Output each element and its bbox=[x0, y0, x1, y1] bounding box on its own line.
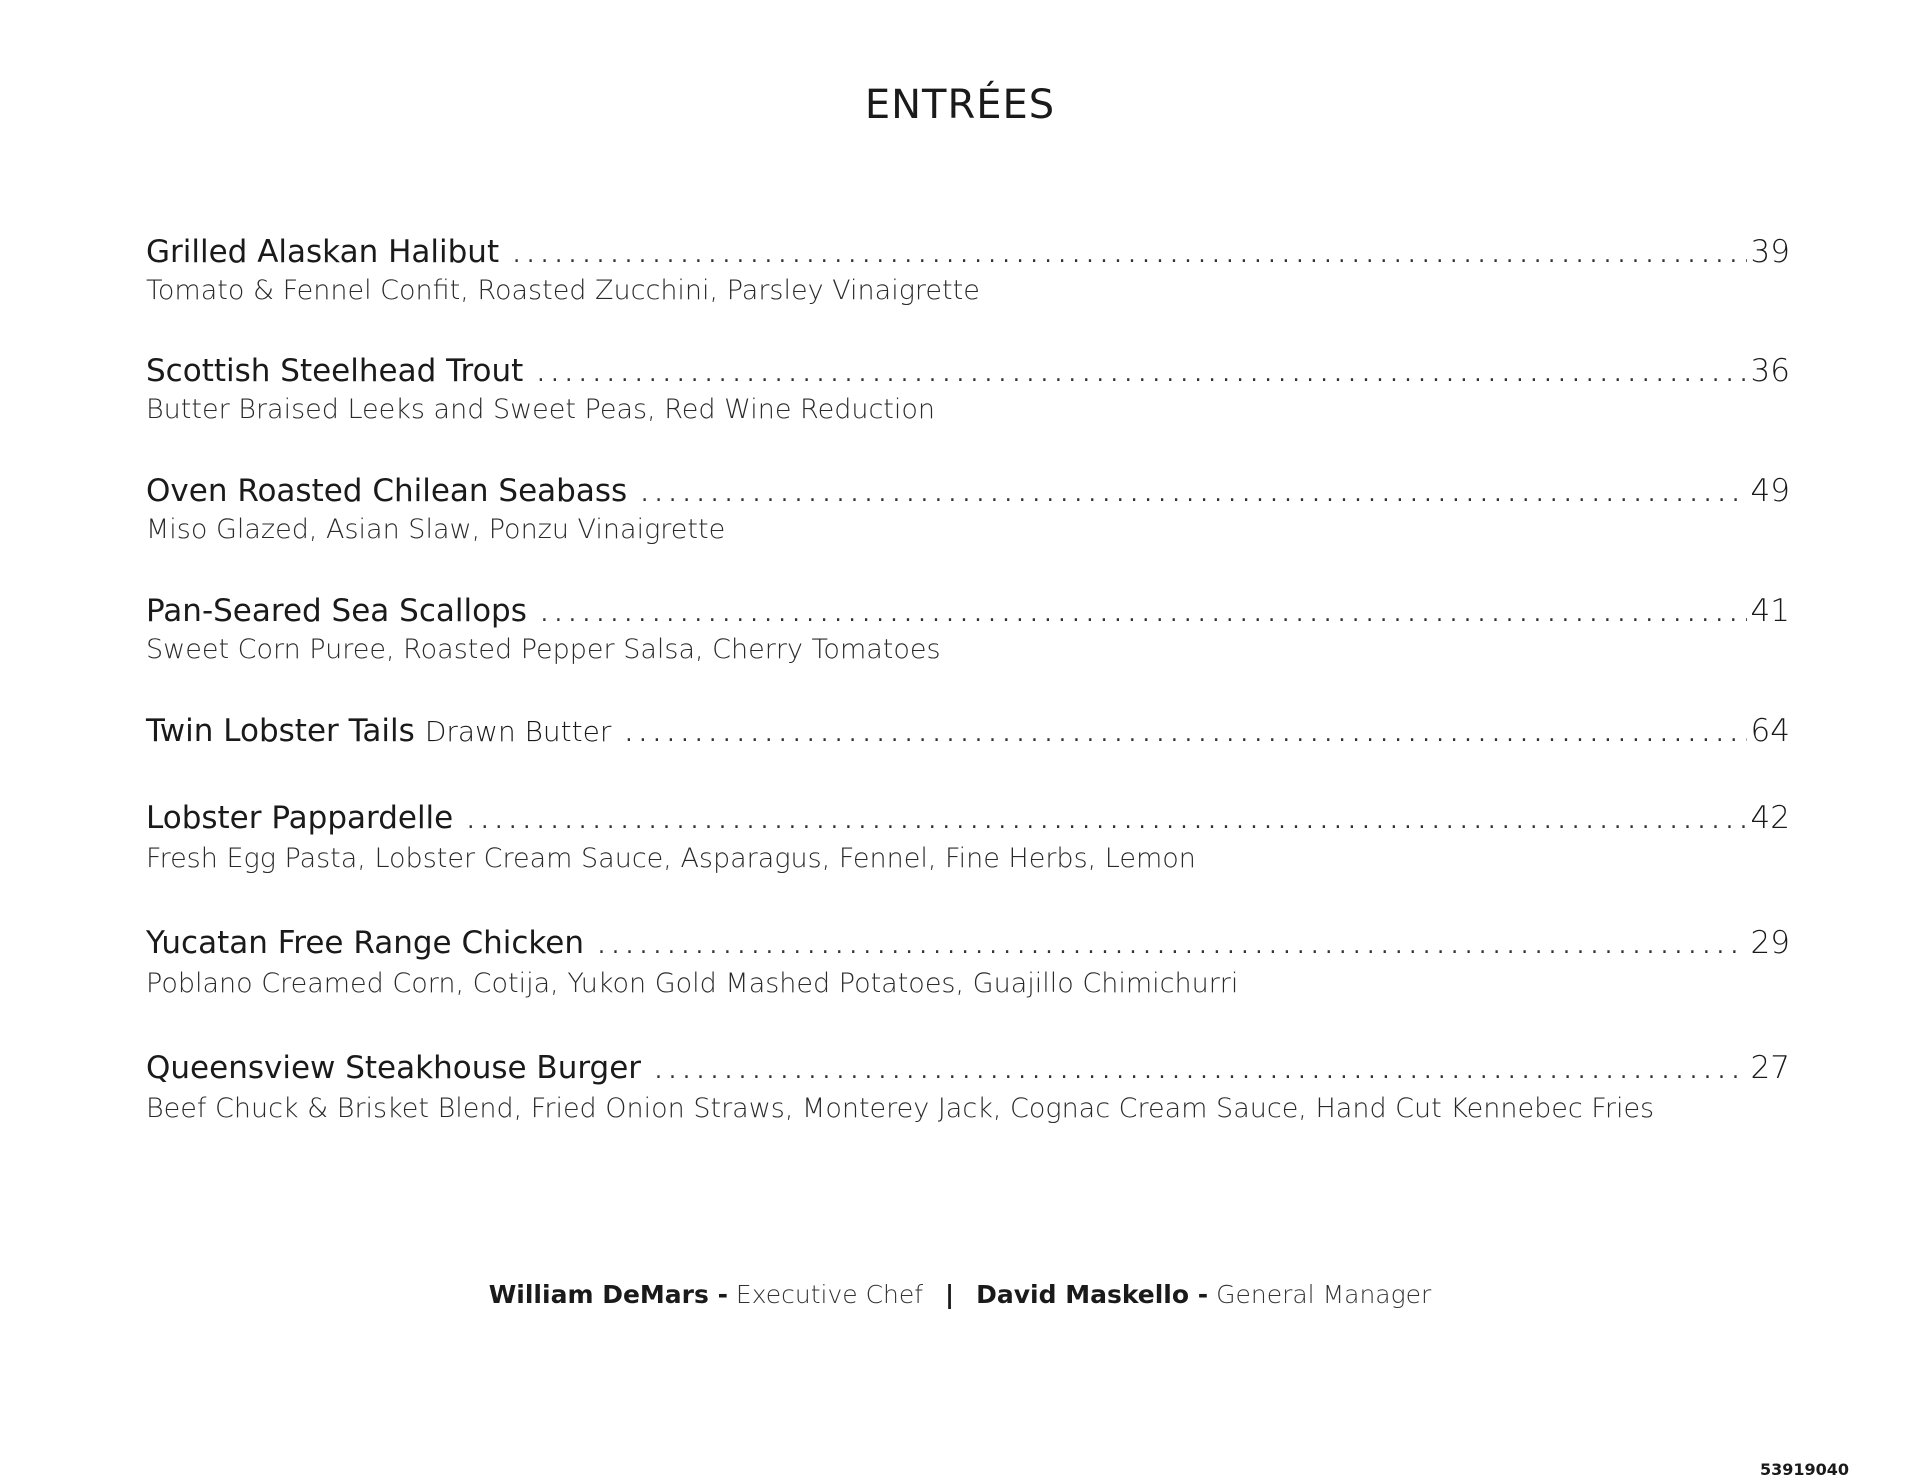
menu-item bbox=[146, 713, 1790, 753]
menu-item bbox=[146, 473, 1790, 547]
menu-item bbox=[146, 593, 1790, 667]
menu-item bbox=[146, 1050, 1790, 1126]
manager-title: General Manager bbox=[1216, 1280, 1432, 1309]
menu-item-description: Butter Braised Leeks and Sweet Peas, Red Wine Reduction bbox=[146, 394, 936, 425]
menu-item-line bbox=[146, 353, 1790, 393]
document-code: 53919040 bbox=[1760, 1460, 1850, 1479]
dot-leader bbox=[537, 357, 1746, 393]
menu-item-name: Queensview Steakhouse Burger bbox=[146, 1050, 642, 1086]
menu-item-line bbox=[146, 473, 1790, 513]
menu-item-name: Twin Lobster Tails bbox=[146, 713, 415, 749]
menu-item-description: Fresh Egg Pasta, Lobster Cream Sauce, Asparagus, Fennel, Fine Herbs, Lemon bbox=[146, 843, 1196, 874]
menu-item-line bbox=[146, 800, 1790, 840]
dot-leader bbox=[467, 804, 1746, 840]
menu-item-line bbox=[146, 234, 1790, 274]
menu-item-name: Pan-Seared Sea Scallops bbox=[146, 593, 527, 629]
menu-item-description: Tomato & Fennel Confit, Roasted Zucchini, Parsley Vinaigrette bbox=[146, 275, 980, 306]
dot-leader bbox=[655, 1054, 1747, 1090]
menu-item-price: 36 bbox=[1750, 353, 1790, 389]
menu-item-line bbox=[146, 593, 1790, 633]
menu-item-name: Oven Roasted Chilean Seabass bbox=[146, 473, 628, 509]
menu-item-name: Yucatan Free Range Chicken bbox=[146, 925, 584, 961]
credits-separator: | bbox=[945, 1280, 955, 1309]
page-title: ENTRÉES bbox=[864, 82, 1056, 128]
menu-item-price: 41 bbox=[1750, 593, 1790, 629]
dot-leader bbox=[541, 597, 1747, 633]
dot-leader bbox=[641, 477, 1746, 513]
menu-item-description: Beef Chuck & Brisket Blend, Fried Onion Straws, Monterey Jack, Cognac Cream Sauce, Hand Cut Kennebec Fries bbox=[146, 1093, 1655, 1124]
menu-item-price: 29 bbox=[1750, 925, 1790, 961]
menu-item-price: 49 bbox=[1750, 473, 1790, 509]
menu-item-line bbox=[146, 713, 1790, 753]
staff-credits bbox=[0, 1280, 1920, 1309]
menu-item-price: 64 bbox=[1750, 713, 1790, 749]
dot-leader bbox=[625, 717, 1746, 753]
menu-item-description: Sweet Corn Puree, Roasted Pepper Salsa, Cherry Tomatoes bbox=[146, 634, 941, 665]
menu-item-description: Poblano Creamed Corn, Cotija, Yukon Gold Mashed Potatoes, Guajillo Chimichurri bbox=[146, 968, 1239, 999]
menu-item-description: Miso Glazed, Asian Slaw, Ponzu Vinaigrette bbox=[146, 514, 726, 545]
menu-item bbox=[146, 234, 1790, 308]
chef-name: William DeMars - bbox=[488, 1280, 728, 1309]
menu-item-line bbox=[146, 925, 1790, 965]
dot-leader bbox=[598, 929, 1747, 965]
menu-item-price: 27 bbox=[1750, 1050, 1790, 1086]
menu-item bbox=[146, 353, 1790, 427]
menu-item bbox=[146, 925, 1790, 1001]
menu-item-price: 39 bbox=[1750, 234, 1790, 270]
manager-name: David Maskello - bbox=[976, 1280, 1209, 1309]
menu-item-name: Lobster Pappardelle bbox=[146, 800, 454, 836]
menu-item-price: 42 bbox=[1750, 800, 1790, 836]
menu-item-name: Scottish Steelhead Trout bbox=[146, 353, 524, 389]
menu-item-name: Grilled Alaskan Halibut bbox=[146, 234, 500, 270]
menu-item-inline-description: Drawn Butter bbox=[424, 715, 612, 748]
dot-leader bbox=[513, 238, 1746, 274]
menu-item-line bbox=[146, 1050, 1790, 1090]
menu-item bbox=[146, 800, 1790, 876]
chef-title: Executive Chef bbox=[735, 1280, 924, 1309]
